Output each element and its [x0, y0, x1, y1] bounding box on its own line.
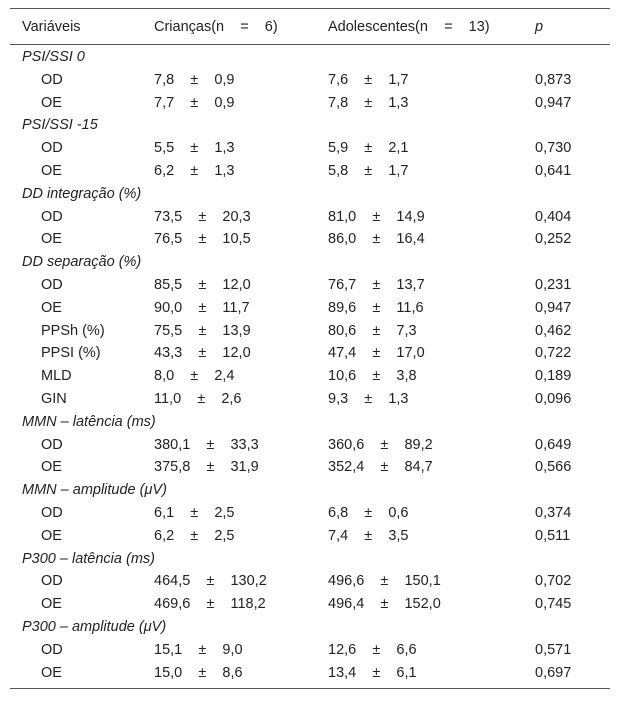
children-value: 43,3 ± 12,0 [154, 345, 251, 362]
group-header-row [10, 183, 610, 206]
row-label: OE [41, 527, 62, 544]
table-top-rule [10, 8, 610, 9]
p-value: 0,947 [535, 299, 572, 316]
group-title: PSI/SSI -15 [22, 117, 98, 134]
row-label: OD [41, 641, 63, 658]
table-row [10, 297, 610, 320]
table-row [10, 92, 610, 115]
adolescents-value: 80,6 ± 7,3 [328, 322, 417, 339]
adolescents-value: 496,6 ± 150,1 [328, 573, 441, 590]
row-label: OE [41, 596, 62, 613]
group-title: DD integração (%) [22, 185, 142, 202]
row-label: PPSI (%) [41, 345, 101, 362]
adolescents-value: 9,3 ± 1,3 [328, 391, 409, 407]
adolescents-value: 10,6 ± 3,8 [328, 368, 417, 385]
adolescents-value: 352,4 ± 84,7 [328, 459, 433, 476]
group-header-row [10, 548, 610, 571]
children-value: 15,1 ± 9,0 [154, 641, 243, 658]
p-value: 0,697 [535, 664, 572, 681]
children-value: 85,5 ± 12,0 [154, 277, 251, 293]
table-row [10, 456, 610, 479]
table-row [10, 593, 610, 616]
table-row [10, 434, 610, 457]
children-value: 11,0 ± 2,6 [154, 391, 242, 407]
row-label: PPSh (%) [41, 322, 105, 339]
p-value: 0,252 [535, 231, 572, 248]
row-label: OE [41, 231, 62, 248]
table-row [10, 388, 610, 411]
children-value: 6,2 ± 1,3 [154, 163, 235, 179]
row-label: OD [41, 505, 63, 521]
table-row [10, 137, 610, 160]
p-value: 0,404 [535, 208, 572, 225]
children-value: 375,8 ± 31,9 [154, 459, 259, 476]
row-label: OE [41, 94, 62, 111]
children-value: 5,5 ± 1,3 [154, 140, 235, 157]
table-header-rule [10, 44, 610, 45]
row-label: OD [41, 277, 63, 293]
group-title: DD separação (%) [22, 254, 142, 271]
table-row [10, 525, 610, 548]
p-value: 0,730 [535, 140, 572, 157]
adolescents-value: 76,7 ± 13,7 [328, 277, 425, 293]
group-title: P300 – latência (ms) [22, 550, 155, 567]
group-header-row [10, 616, 610, 639]
row-label: OD [41, 573, 63, 590]
adolescents-value: 7,6 ± 1,7 [328, 71, 409, 88]
header-adolescents: Adolescentes(n = 13) [328, 19, 490, 35]
group-header-row [10, 46, 610, 69]
adolescents-value: 89,6 ± 11,6 [328, 299, 424, 316]
table-row [10, 570, 610, 593]
adolescents-value: 47,4 ± 17,0 [328, 345, 425, 362]
p-value: 0,649 [535, 436, 572, 453]
header-p: p [535, 19, 544, 35]
group-title: MMN – amplitude (μV) [22, 482, 167, 499]
row-label: MLD [41, 368, 72, 385]
adolescents-value: 360,6 ± 89,2 [328, 436, 433, 453]
header-children: Crianças(n = 6) [154, 19, 278, 35]
children-value: 6,2 ± 2,5 [154, 527, 235, 544]
adolescents-value: 7,8 ± 1,3 [328, 94, 409, 111]
table-row [10, 502, 610, 525]
row-label: GIN [41, 391, 67, 407]
group-title: P300 – amplitude (μV) [22, 619, 167, 635]
adolescents-value: 6,8 ± 0,6 [328, 505, 409, 521]
row-label: OE [41, 664, 62, 681]
p-value: 0,374 [535, 505, 572, 521]
group-title: PSI/SSI 0 [22, 49, 85, 65]
children-value: 15,0 ± 8,6 [154, 664, 243, 681]
adolescents-value: 81,0 ± 14,9 [328, 208, 425, 225]
children-value: 464,5 ± 130,2 [154, 573, 267, 590]
children-value: 380,1 ± 33,3 [154, 436, 259, 453]
p-value: 0,702 [535, 573, 572, 590]
children-value: 6,1 ± 2,5 [154, 505, 235, 521]
p-value: 0,641 [535, 163, 572, 179]
table-row [10, 365, 610, 388]
p-value: 0,189 [535, 368, 572, 385]
p-value: 0,462 [535, 322, 572, 339]
children-value: 7,8 ± 0,9 [154, 71, 235, 88]
group-title: MMN – latência (ms) [22, 413, 156, 430]
adolescents-value: 7,4 ± 3,5 [328, 527, 409, 544]
row-label: OE [41, 299, 62, 316]
p-value: 0,745 [535, 596, 572, 613]
table-row [10, 206, 610, 229]
children-value: 7,7 ± 0,9 [154, 94, 235, 111]
p-value: 0,571 [535, 641, 572, 658]
row-label: OD [41, 140, 63, 157]
children-value: 75,5 ± 13,9 [154, 322, 251, 339]
table-row [10, 662, 610, 685]
p-value: 0,566 [535, 459, 572, 476]
children-value: 8,0 ± 2,4 [154, 368, 235, 385]
row-label: OD [41, 208, 63, 225]
header-variables: Variáveis [22, 19, 81, 35]
p-value: 0,873 [535, 71, 572, 88]
p-value: 0,511 [535, 527, 571, 544]
row-label: OE [41, 163, 62, 179]
group-header-row [10, 251, 610, 274]
table-row [10, 274, 610, 297]
row-label: OE [41, 459, 62, 476]
table-header-row [10, 15, 610, 39]
children-value: 73,5 ± 20,3 [154, 208, 251, 225]
p-value: 0,722 [535, 345, 572, 362]
table-row [10, 228, 610, 251]
adolescents-value: 86,0 ± 16,4 [328, 231, 425, 248]
table-row [10, 639, 610, 662]
row-label: OD [41, 436, 63, 453]
table-bottom-rule [10, 688, 610, 689]
children-value: 469,6 ± 118,2 [154, 596, 266, 613]
table-row [10, 69, 610, 92]
table-row [10, 160, 610, 183]
group-header-row [10, 479, 610, 502]
table-row [10, 320, 610, 343]
adolescents-value: 13,4 ± 6,1 [328, 664, 417, 681]
p-value: 0,096 [535, 391, 572, 407]
adolescents-value: 12,6 ± 6,6 [328, 641, 417, 658]
adolescents-value: 496,4 ± 152,0 [328, 596, 441, 613]
row-label: OD [41, 71, 63, 88]
table-row [10, 342, 610, 365]
children-value: 90,0 ± 11,7 [154, 299, 250, 316]
group-header-row [10, 411, 610, 434]
adolescents-value: 5,8 ± 1,7 [328, 163, 409, 179]
adolescents-value: 5,9 ± 2,1 [328, 140, 409, 157]
p-value: 0,947 [535, 94, 572, 111]
group-header-row [10, 114, 610, 137]
p-value: 0,231 [535, 277, 572, 293]
children-value: 76,5 ± 10,5 [154, 231, 251, 248]
